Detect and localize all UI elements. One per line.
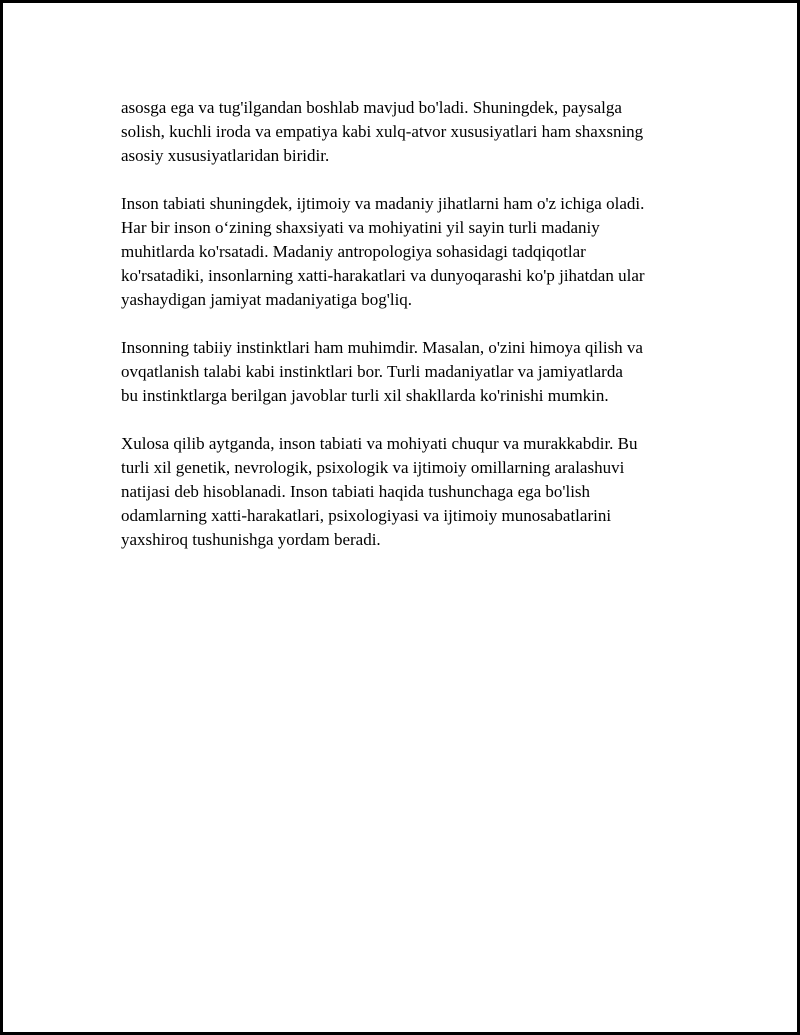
text-line: Har bir inson o‘zining shaxsiyati va mohiyatini yil sayin turli madaniy: [121, 218, 600, 237]
text-line: natijasi deb hisoblanadi. Inson tabiati haqida tushunchaga ega bo'lish: [121, 482, 591, 501]
text-line: Inson tabiati shuningdek, ijtimoiy va madaniy jihatlarni ham o'z ichiga oladi.: [121, 194, 645, 213]
paragraph-1: [121, 96, 701, 168]
text-line: Xulosa qilib aytganda, inson tabiati va mohiyati chuqur va murakkabdir. Bu: [121, 434, 638, 453]
text-line: muhitlarda ko'rsatadi. Madaniy antropologiya sohasidagi tadqiqotlar: [121, 242, 586, 261]
text-line: yashaydigan jamiyat madaniyatiga bog'liq.: [121, 290, 413, 309]
document-body: [121, 96, 701, 576]
text-line: turli xil genetik, nevrologik, psixologik va ijtimoiy omillarning aralashuvi: [121, 458, 625, 477]
text-line: bu instinktlarga berilgan javoblar turli xil shakllarda ko'rinishi mumkin.: [121, 386, 609, 405]
text-line: yaxshiroq tushunishga yordam beradi.: [121, 530, 381, 549]
paragraph-4: [121, 432, 701, 552]
text-line: asosga ega va tug'ilgandan boshlab mavjud bo'ladi. Shuningdek, paysalga: [121, 98, 622, 117]
text-line: ko'rsatadiki, insonlarning xatti-harakatlari va dunyoqarashi ko'p jihatdan ular: [121, 266, 645, 285]
text-line: solish, kuchli iroda va empatiya kabi xulq-atvor xususiyatlari ham shaxsning: [121, 122, 644, 141]
paragraph-2: [121, 192, 701, 312]
paragraph-3: [121, 336, 701, 408]
text-line: asosiy xususiyatlaridan biridir.: [121, 146, 330, 165]
text-line: ovqatlanish talabi kabi instinktlari bor. Turli madaniyatlar va jamiyatlarda: [121, 362, 623, 381]
text-line: odamlarning xatti-harakatlari, psixologiyasi va ijtimoiy munosabatlarini: [121, 506, 612, 525]
text-line: Insonning tabiiy instinktlari ham muhimdir. Masalan, o'zini himoya qilish va: [121, 338, 643, 357]
